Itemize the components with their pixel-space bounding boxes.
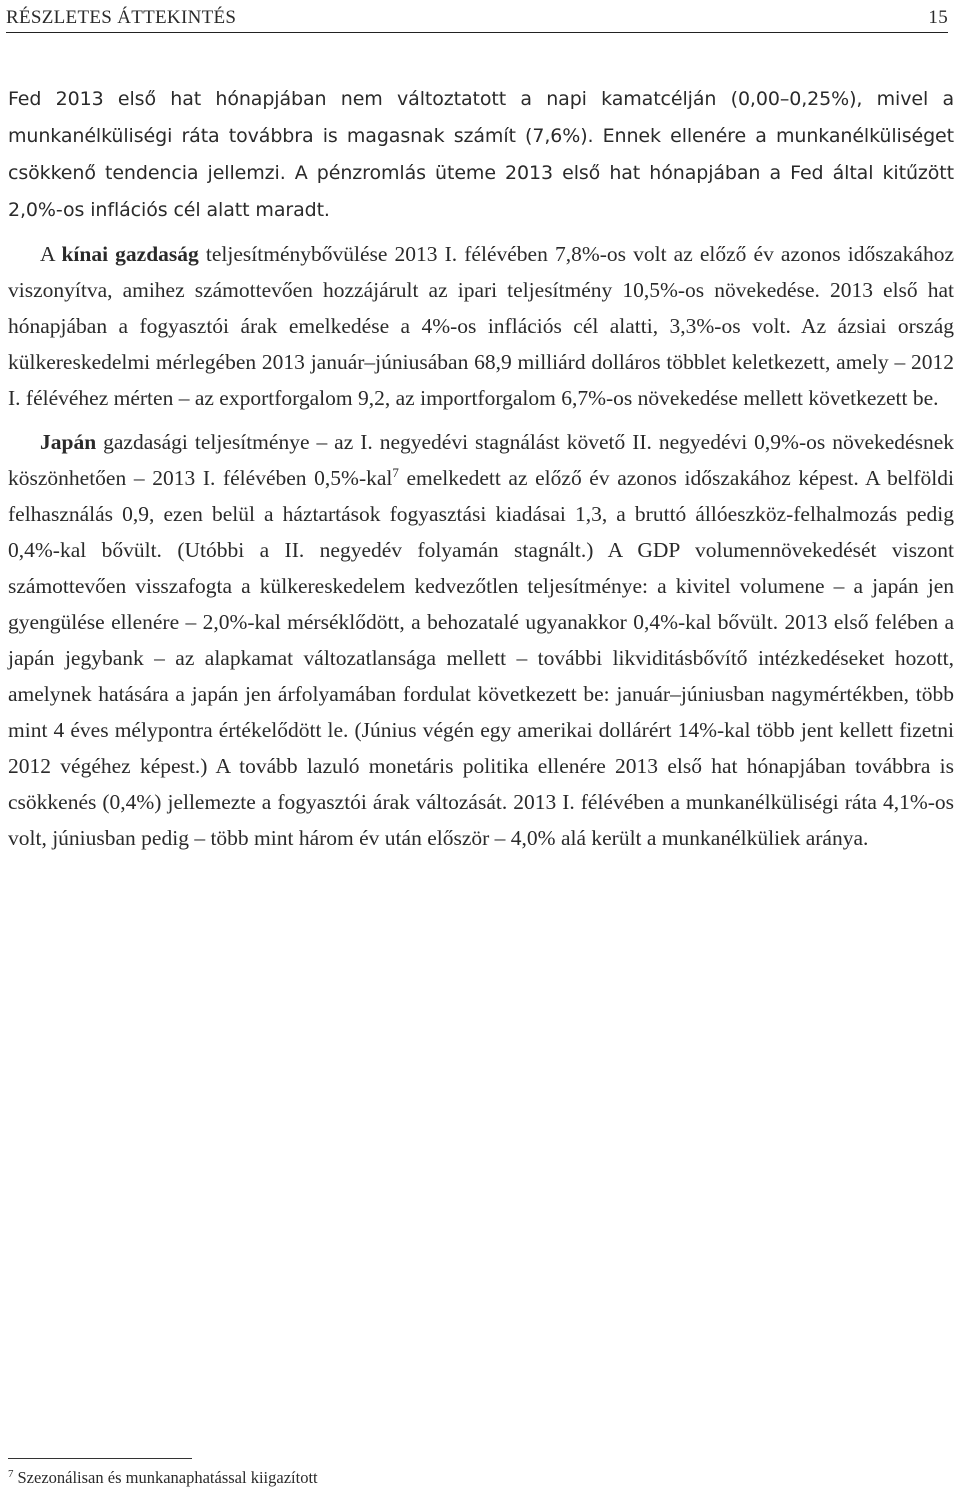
paragraph-fed (8, 80, 954, 228)
page-header (6, 4, 948, 33)
paragraph-china (8, 236, 954, 416)
footnote-mark: 7 (8, 1467, 14, 1480)
paragraph-china-pre: A (40, 242, 62, 266)
paragraph-japan-text-2: emelkedett az előző év azonos időszakához képest. A belföldi felhasználás 0,9, ezen belül a háztartások fogyasztási kiadásai 1,3, a bruttó állóeszköz-felhalmozás pedig 0,4%-kal bővült. (Utóbbi a II. negyedév folyamán stagnált.) A GDP volumennövekedését viszont számottevően visszafogta a külkereskedelem kedvezőtlen teljesítménye: a kivitel volumene – a japán jen gyengülése ellenére – 2,0%-kal mérséklődött, a behozatalé ugyanakkor 0,4%-kal bővült. 2013 első felében a japán jegybank – az alapkamat változatlansága mellett – további likviditásbővítő intézkedéseket hozott, amelynek hatására a japán jen árfolyamában fordulat következett be: január–júniusban nagymértékben, több mint 4 éves mélypontra értékelődött le. (Június végén egy amerikai dollárért 14%-kal több jent kellett fizetni 2012 végéhez képest.) A tovább lazuló monetáris politika ellenére 2013 első hat hónapjában továbbra is csökkenés (0,4%) jellemezte a fogyasztói árak változását. 2013 I. félévében a munkanélküliségi ráta 4,1%-os volt, júniusban pedig – több mint három év után először – 4,0% alá került a munkanélküliek aránya. (8, 466, 954, 850)
footnote-reference[interactable]: 7 (392, 464, 399, 480)
paragraph-japan-text-1: gazdasági teljesítménye – az I. negyedévi stagnálást követő II. negyedévi 0,9%-os növekedésnek köszönhetően – 2013 I. félévében 0,5%-kal (8, 430, 954, 490)
page-number: 15 (928, 7, 948, 28)
paragraph-china-lead: kínai gazdaság (61, 242, 199, 266)
footnote-separator (8, 1458, 192, 1459)
footnote-text: Szezonálisan és munkanaphatással kiigazított (17, 1468, 318, 1487)
section-title: RÉSZLETES ÁTTEKINTÉS (6, 7, 237, 28)
paragraph-fed-text: Fed 2013 első hat hónapjában nem változtatott a napi kamatcélján (0,00–0,25%), mivel a munkanélküliségi ráta továbbra is magasnak számít (7,6%). Ennek ellenére a munkanélküliséget csökkenő tendencia jellemzi. A pénzromlás üteme 2013 első hat hónapjában a Fed által kitűzött 2,0%-os inflációs cél alatt maradt. (8, 88, 954, 221)
body-text (8, 80, 954, 856)
paragraph-japan (8, 424, 954, 856)
footnote (8, 1468, 318, 1488)
paragraph-japan-lead: Japán (40, 430, 97, 454)
paragraph-china-text: teljesítménybővülése 2013 I. félévében 7,8%-os volt az előző év azonos időszakához viszonyítva, amihez számottevően hozzájárult az ipari teljesítmény 10,5%-os növekedése. 2013 első hat hónapjában a fogyasztói árak emelkedése a 4%-os inflációs cél alatti, 3,3%-os volt. Az ázsiai ország külkereskedelmi mérlegében 2013 január–júniusában 68,9 milliárd dolláros többlet keletkezett, amely – 2012 I. félévéhez mérten – az exportforgalom 9,2, az importforgalom 6,7%-os növekedése mellett következett be. (8, 242, 954, 410)
